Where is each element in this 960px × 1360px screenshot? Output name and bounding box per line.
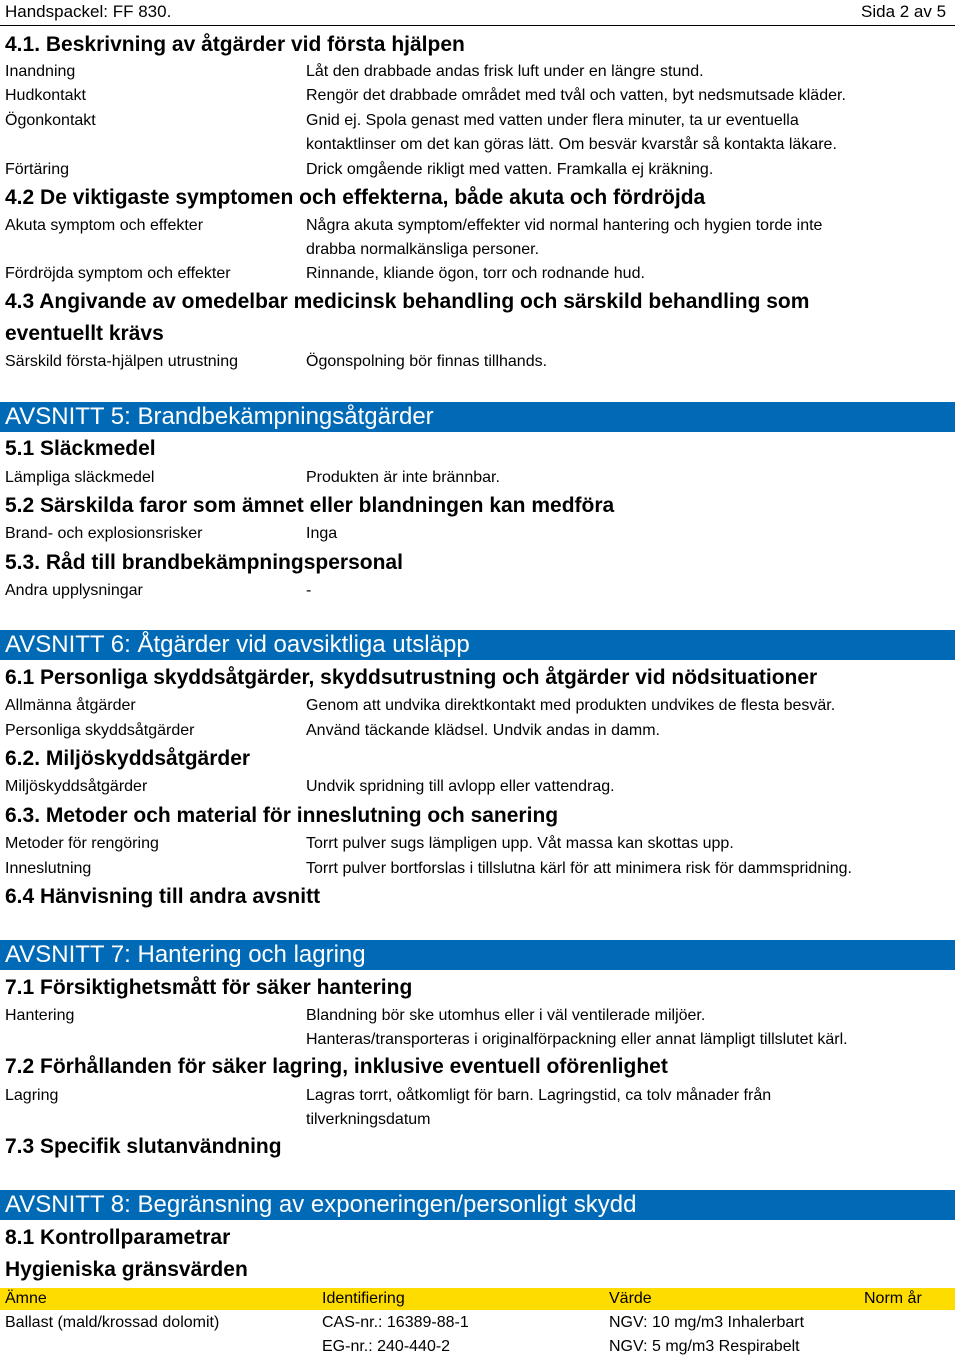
label-handling: Hantering: [5, 1007, 75, 1024]
heading-7-3: 7.3 Specifik slutanvändning: [5, 1135, 282, 1158]
label-cleaning-methods: Metoder för rengöring: [5, 835, 159, 852]
heading-6-2: 6.2. Miljöskyddsåtgärder: [5, 747, 251, 770]
heading-6-1: 6.1 Personliga skyddsåtgärder, skyddsutrustning och åtgärder vid nödsituationer: [5, 666, 818, 689]
value-general-measures: Genom att undvika direktkontakt med produkten undvikes de flesta besvär.: [306, 697, 836, 714]
value-fire-explosion-risk: Inga: [306, 525, 338, 542]
label-environmental-measures: Miljöskyddsåtgärder: [5, 778, 148, 795]
heading-5-2: 5.2 Särskilda faror som ämnet eller blandningen kan medföra: [5, 494, 615, 517]
value-handling: Blandning bör ske utomhus eller i väl ventilerade miljöer.: [306, 1007, 706, 1024]
value-eye-contact: Gnid ej. Spola genast med vatten under flera minuter, ta ur eventuella: [306, 112, 799, 129]
section-7-title: AVSNITT 7: Hantering och lagring: [5, 941, 366, 968]
value-environmental-measures: Undvik spridning till avlopp eller vattendrag.: [306, 778, 615, 795]
value-storage: Lagras torrt, oåtkomligt för barn. Lagringstid, ca tolv månader från: [306, 1087, 772, 1104]
col-header-norm-year: Norm år: [864, 1290, 922, 1307]
table-cell-eg-number: EG-nr.: 240-440-2: [322, 1338, 451, 1355]
label-extinguishing-media: Lämpliga släckmedel: [5, 469, 155, 486]
table-header-row: [0, 1288, 955, 1310]
value-ingestion: Drick omgående rikligt med vatten. Framkalla ej kräkning.: [306, 161, 714, 178]
table-cell-cas-number: CAS-nr.: 16389-88-1: [322, 1314, 469, 1331]
heading-5-3: 5.3. Råd till brandbekämpningspersonal: [5, 551, 403, 574]
heading-8-1: 8.1 Kontrollparametrar: [5, 1226, 231, 1249]
heading-7-1: 7.1 Försiktighetsmått för säker hantering: [5, 976, 413, 999]
value-other-information: -: [306, 582, 312, 599]
section-6-banner: [0, 630, 955, 660]
document-title: Handspackel: FF 830.: [5, 2, 172, 21]
label-fire-explosion-risk: Brand- och explosionsrisker: [5, 525, 203, 542]
label-delayed-symptoms: Fördröjda symptom och effekter: [5, 265, 231, 282]
value-handling-line2: Hanteras/transporteras i originalförpackning eller annat lämpligt tillslutet kärl.: [306, 1031, 848, 1048]
value-extinguishing-media: Produkten är inte brännbar.: [306, 469, 500, 486]
label-personal-protection: Personliga skyddsåtgärder: [5, 722, 195, 739]
label-ingestion: Förtäring: [5, 161, 70, 178]
value-personal-protection: Använd täckande klädsel. Undvik andas in damm.: [306, 722, 660, 739]
heading-5-1: 5.1 Släckmedel: [5, 437, 156, 460]
label-other-information: Andra upplysningar: [5, 582, 143, 599]
table-cell-value-inhalable: NGV: 10 mg/m3 Inhalerbart: [609, 1314, 805, 1331]
label-containment: Inneslutning: [5, 860, 92, 877]
value-cleaning-methods: Torrt pulver sugs lämpligen upp. Våt massa kan skottas upp.: [306, 835, 734, 852]
heading-4-3: 4.3 Angivande av omedelbar medicinsk behandling och särskild behandling som: [5, 290, 810, 313]
label-first-aid-equipment: Särskild första-hjälpen utrustning: [5, 353, 239, 370]
heading-6-4: 6.4 Hänvisning till andra avsnitt: [5, 885, 321, 908]
header-divider: [0, 25, 955, 26]
label-skin-contact: Hudkontakt: [5, 87, 86, 104]
section-6-title: AVSNITT 6: Åtgärder vid oavsiktliga utsläpp: [5, 631, 470, 658]
value-delayed-symptoms: Rinnande, kliande ögon, torr och rodnande hud.: [306, 265, 645, 282]
value-eye-contact-line2: kontaktlinser om det kan göras lätt. Om besvär kvarstår så kontakta läkare.: [306, 136, 837, 153]
value-acute-symptoms-line2: drabba normalkänsliga personer.: [306, 241, 540, 258]
table-cell-substance: Ballast (mald/krossad dolomit): [5, 1314, 220, 1331]
section-5-banner: [0, 402, 955, 432]
heading-4-1: 4.1. Beskrivning av åtgärder vid första hjälpen: [5, 33, 465, 56]
col-header-substance: Ämne: [5, 1290, 47, 1307]
heading-4-3-line2: eventuellt krävs: [5, 322, 164, 345]
label-storage: Lagring: [5, 1087, 59, 1104]
heading-6-3: 6.3. Metoder och material för inneslutning och sanering: [5, 804, 559, 827]
value-storage-line2: tilverkningsdatum: [306, 1111, 431, 1128]
label-general-measures: Allmänna åtgärder: [5, 697, 136, 714]
page-number: Sida 2 av 5: [861, 2, 947, 21]
section-8-title: AVSNITT 8: Begränsning av exponeringen/personligt skydd: [5, 1191, 637, 1218]
section-8-banner: [0, 1190, 955, 1220]
section-7-banner: [0, 940, 955, 970]
value-inhalation: Låt den drabbade andas frisk luft under en längre stund.: [306, 63, 704, 80]
heading-7-2: 7.2 Förhållanden för säker lagring, inklusive eventuell oförenlighet: [5, 1055, 668, 1078]
col-header-identification: Identifiering: [322, 1290, 405, 1307]
heading-hygiene-limits: Hygieniska gränsvärden: [5, 1258, 248, 1281]
value-skin-contact: Rengör det drabbade området med tvål och vatten, byt nedsmutsade kläder.: [306, 87, 846, 104]
value-first-aid-equipment: Ögonspolning bör finnas tillhands.: [306, 353, 548, 370]
label-eye-contact: Ögonkontakt: [5, 112, 96, 129]
table-cell-value-respirable: NGV: 5 mg/m3 Respirabelt: [609, 1338, 800, 1355]
value-containment: Torrt pulver bortforslas i tillslutna kärl för att minimera risk för dammspridning.: [306, 860, 852, 877]
label-inhalation: Inandning: [5, 63, 76, 80]
value-acute-symptoms: Några akuta symptom/effekter vid normal hantering och hygien torde inte: [306, 217, 823, 234]
section-5-title: AVSNITT 5: Brandbekämpningsåtgärder: [5, 403, 434, 430]
heading-4-2: 4.2 De viktigaste symptomen och effekterna, både akuta och fördröjda: [5, 186, 706, 209]
label-acute-symptoms: Akuta symptom och effekter: [5, 217, 204, 234]
col-header-value: Värde: [609, 1290, 652, 1307]
